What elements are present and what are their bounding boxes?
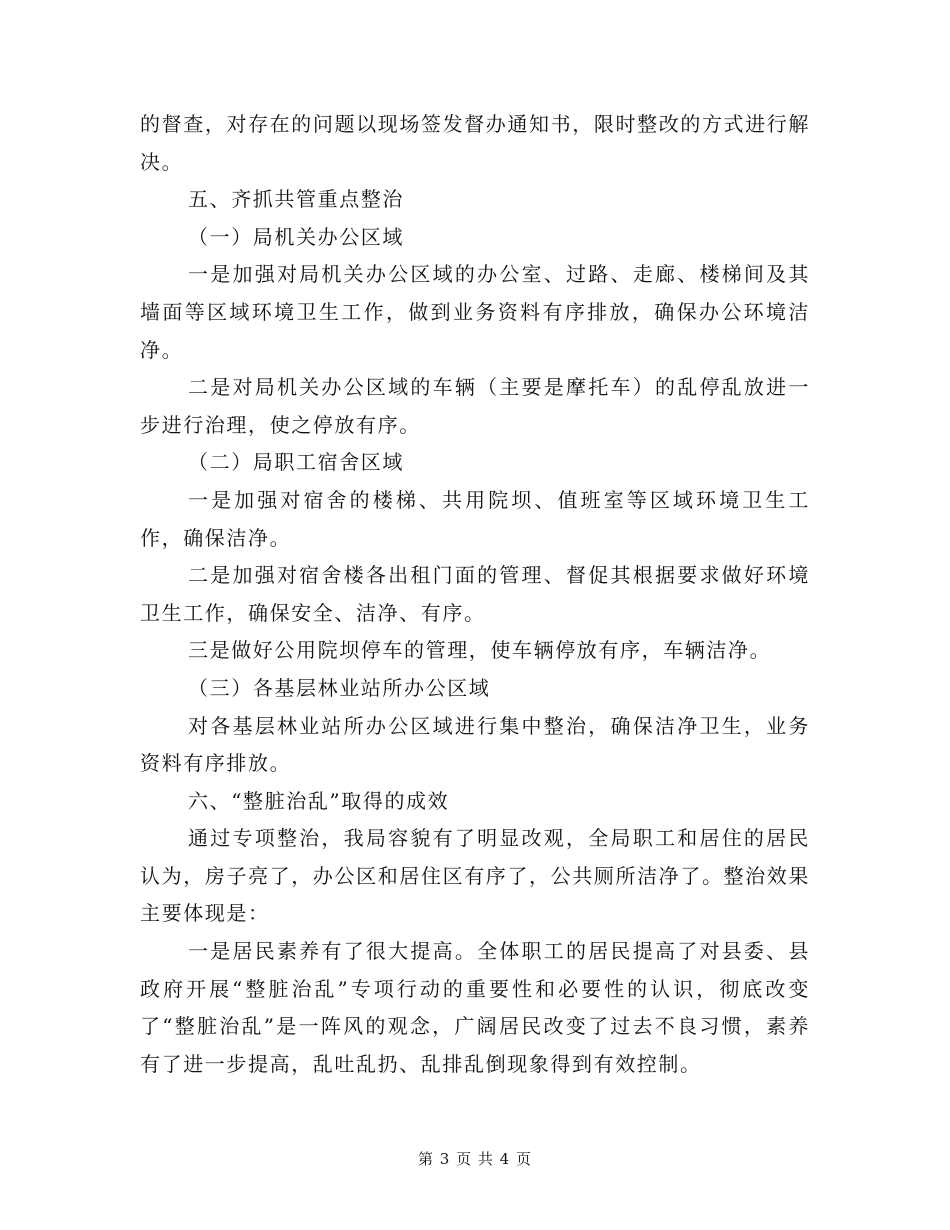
paragraph: 二是加强对宿舍楼各出租门面的管理、督促其根据要求做好环境卫生工作，确保安全、洁净、有序。 [140, 563, 810, 625]
section-heading: 六、“整脏治乱”取得的成效 [188, 788, 450, 813]
paragraph: 二是对局机关办公区域的车辆（主要是摩托车）的乱停乱放进一步进行治理，使之停放有序。 [140, 375, 810, 437]
page-number-footer: 第 3 页 共 4 页 [418, 1150, 532, 1168]
subsection-heading: （二）局职工宿舍区域 [188, 450, 404, 475]
section-heading: 五、齐抓共管重点整治 [188, 187, 404, 212]
paragraph: 通过专项整治，我局容貌有了明显改观，全局职工和居住的居民认为，房子亮了，办公区和居住区有序了，公共厕所洁净了。整治效果主要体现是： [140, 826, 810, 926]
paragraph: 一是居民素养有了很大提高。全体职工的居民提高了对县委、县政府开展“整脏治乱”专项行动的重要性和必要性的认识，彻底改变了“整脏治乱”是一阵风的观念，广阔居民改变了过去不良习惯，素养有了进一步提高，乱吐乱扔、乱排乱倒现象得到有效控制。 [140, 939, 810, 1076]
paragraph: 对各基层林业站所办公区域进行集中整治，确保洁净卫生，业务资料有序排放。 [140, 713, 810, 776]
document-body [140, 106, 810, 1083]
paragraph: 一是加强对宿舍的楼梯、共用院坝、值班室等区域环境卫生工作，确保洁净。 [140, 487, 810, 550]
paragraph: 三是做好公用院坝停车的管理，使车辆停放有序，车辆洁净。 [188, 638, 772, 663]
subsection-heading: （一）局机关办公区域 [188, 224, 404, 249]
subsection-heading: （三）各基层林业站所办公区域 [188, 675, 491, 700]
paragraph: 一是加强对局机关办公区域的办公室、过路、走廊、楼梯间及其墙面等区域环境卫生工作，做到业务资料有序排放，确保办公环境洁净。 [140, 262, 810, 362]
paragraph: 的督查，对存在的问题以现场签发督办通知书，限时整改的方式进行解决。 [140, 112, 810, 174]
